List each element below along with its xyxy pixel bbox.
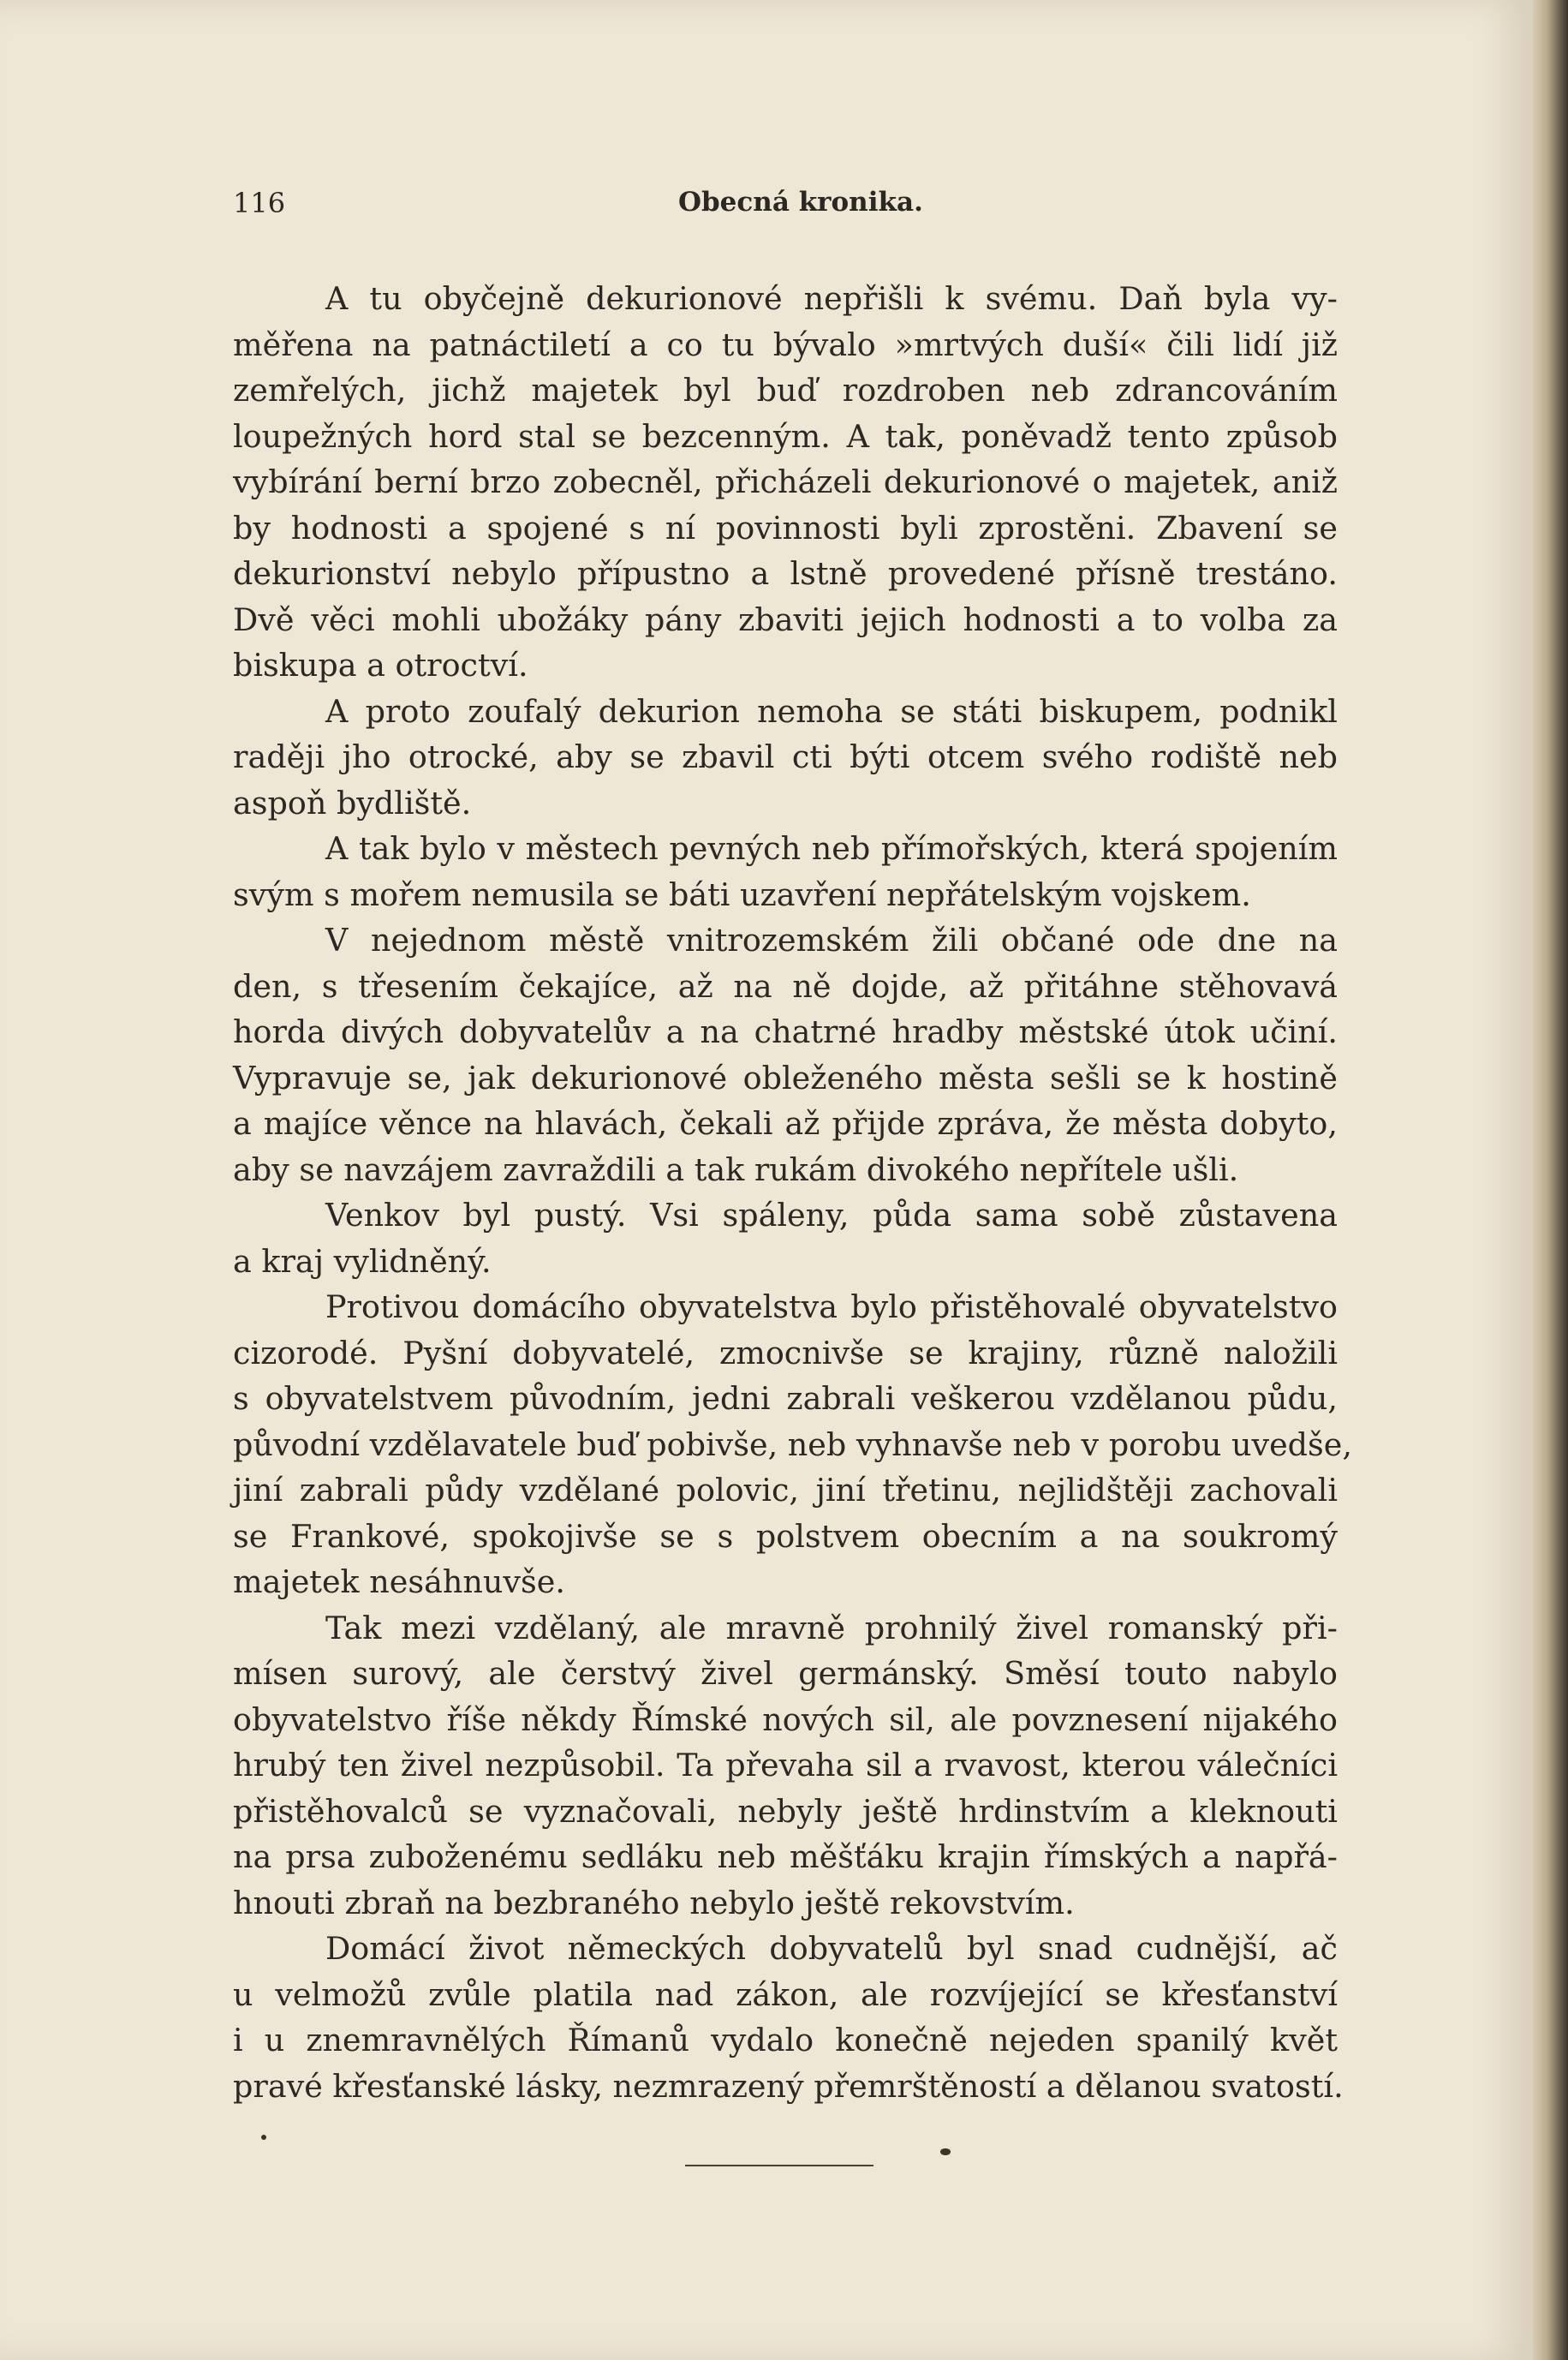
page-header (233, 187, 1346, 230)
text-line: jiní zabrali půdy vzdělané polovic, jiní třetinu, nejlidštěji zachovali (233, 1472, 1338, 1509)
text-line: hrubý ten živel nezpůsobil. Ta převaha sil a rvavost, kterou válečníci (233, 1747, 1338, 1783)
text-line: loupežných hord stal se bezcenným. A tak, poněvadž tento způsob (233, 417, 1338, 455)
text-line: den, s třesením čekajíce, až na ně dojde, až přitáhne stěhovavá (233, 967, 1338, 1005)
text-line: zemřelých, jichž majetek byl buď rozdroben neb zdrancováním (233, 372, 1338, 409)
text-line: V nejednom městě vnitrozemském žili občané ode dne na (325, 922, 1338, 959)
running-title: Obecná kronika. (678, 187, 923, 218)
footer-rule (685, 2165, 873, 2166)
text-line: a majíce věnce na hlavách, čekali až přijde zpráva, že města dobyto, (233, 1105, 1338, 1142)
text-line: A tak bylo v městech pevných neb přímořských, která spojením (325, 830, 1338, 867)
text-line: se Frankové, spokojivše se s polstvem obecním a na soukromý (233, 1517, 1338, 1555)
body-text (233, 276, 1352, 2109)
text-line: na prsa zuboženému sedláku neb měšťáku krajin římských a napřá- (233, 1838, 1338, 1875)
text-line: svým s mořem nemusila se báti uzavření nepřátelským vojskem. (233, 875, 1251, 913)
text-line: majetek nesáhnuvše. (233, 1563, 565, 1600)
ink-speck (261, 2135, 266, 2140)
text-line: Venkov byl pustý. Vsi spáleny, půda sama sobě zůstavena (325, 1197, 1338, 1234)
text-line: dekurionství nebylo přípustno a lstně provedené přísně trestáno. (233, 555, 1338, 592)
text-line: horda divých dobyvatelův a na chatrné hradby městské útok učiní. (233, 1013, 1338, 1050)
text-line: A proto zoufalý dekurion nemoha se státi biskupem, podnikl (325, 692, 1338, 730)
text-line: přistěhovalců se vyznačovali, nebyly ještě hrdinstvím a kleknouti (233, 1792, 1338, 1830)
text-line: Dvě věci mohli ubožáky pány zbaviti jejich hodnosti a to volba za (233, 600, 1338, 638)
text-line: s obyvatelstvem původním, jedni zabrali veškerou vzdělanou půdu, (233, 1380, 1338, 1417)
text-line: měřena na patnáctiletí a co tu bývalo »mrtvých duší« čili lidí již (233, 326, 1338, 363)
text-line: biskupa a otroctví. (233, 647, 528, 684)
text-line: A tu obyčejně dekurionové nepřišli k svému. Daň byla vy- (325, 280, 1338, 317)
text-line: aby se navzájem zavraždili a tak rukám divokého nepřítele ušli. (233, 1150, 1239, 1188)
text-line: pravé křesťanské lásky, nezmrazený přemrštěností a dělanou svatostí. (233, 2067, 1344, 2105)
text-line: u velmožů zvůle platila nad zákon, ale rozvíjející se křesťanství (233, 1975, 1338, 2013)
text-line: Vypravuje se, jak dekurionové obleženého města sešli se k hostině (233, 1059, 1338, 1096)
text-line: mísen surový, ale čerstvý živel germánský. Směsí touto nabylo (233, 1655, 1338, 1692)
text-line: vybírání berní brzo zobecněl, přicházeli dekurionové o majetek, aniž (233, 463, 1338, 500)
text-line: i u znemravnělých Římanů vydalo konečně nejeden spanilý květ (233, 2022, 1338, 2058)
text-line: a kraj vylidněný. (233, 1242, 492, 1280)
text-line: Domácí život německých dobyvatelů byl snad cudnější, ač (325, 1930, 1338, 1967)
text-line: Protivou domácího obyvatelstva bylo přistěhovalé obyvatelstvo (325, 1288, 1338, 1325)
text-line: obyvatelstvo říše někdy Římské nových sil, ale povznesení nijakého (233, 1700, 1338, 1738)
text-line: původní vzdělavatele buď pobivše, neb vyhnavše neb v porobu uvedše, (233, 1425, 1352, 1463)
text-line: Tak mezi vzdělaný, ale mravně prohnilý živel romanský při- (325, 1609, 1338, 1646)
ink-speck (940, 2148, 951, 2155)
page-edge (1533, 0, 1568, 2360)
text-line: by hodnosti a spojené s ní povinnosti byli zprostěni. Zbavení se (233, 509, 1338, 547)
text-line: hnouti zbraň na bezbraného nebylo ještě rekovstvím. (233, 1884, 1075, 1921)
page-number: 116 (233, 187, 286, 219)
text-line: aspoň bydliště. (233, 784, 472, 822)
text-line: cizorodé. Pyšní dobyvatelé, zmocnivše se krajiny, různě naložili (233, 1334, 1338, 1371)
text-line: raději jho otrocké, aby se zbavil cti býti otcem svého rodiště neb (233, 738, 1338, 775)
